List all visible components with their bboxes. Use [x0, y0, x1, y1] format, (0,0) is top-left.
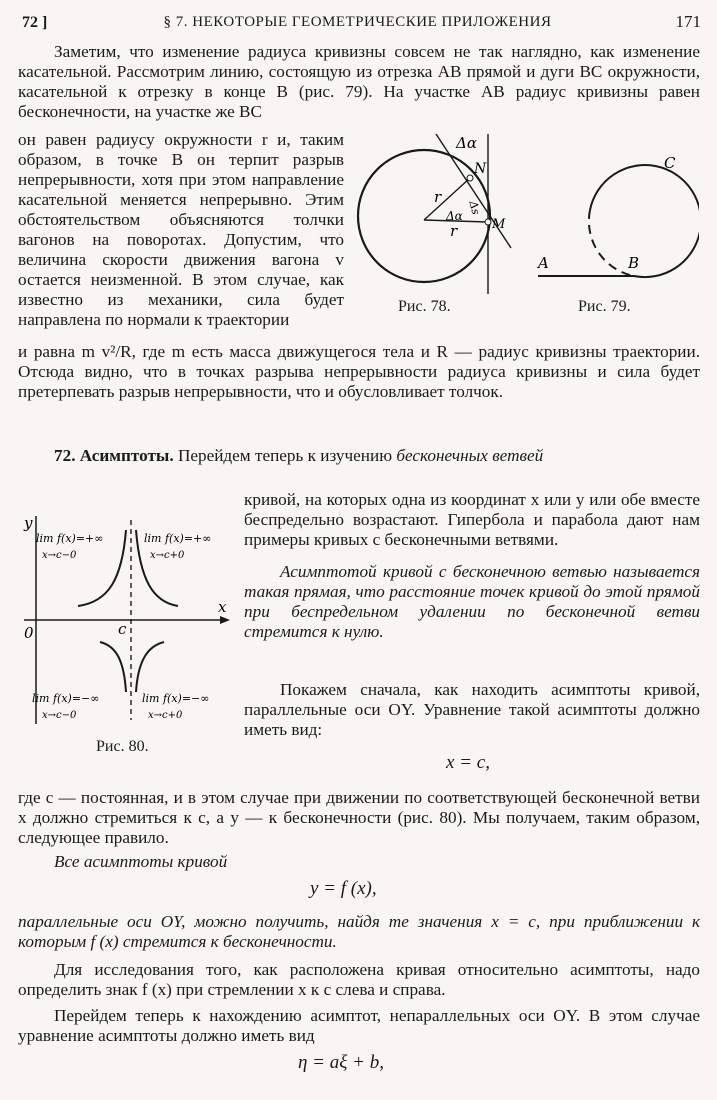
- label-top-left-sub: x→c−0: [42, 550, 77, 561]
- label-inner-angle: Δα: [446, 209, 463, 223]
- label-0: 0: [24, 624, 34, 642]
- label-top-left: lim f(x)=+∞: [36, 532, 104, 545]
- label-c: c: [118, 620, 127, 638]
- paragraph-asymptote-intro: 72. Асимптоты. Перейдем теперь к изучению бесконечных ветвей: [54, 446, 544, 465]
- label-x: x: [218, 598, 227, 616]
- label-A: A: [538, 254, 549, 272]
- label-delta-s: Δs: [466, 199, 483, 217]
- point-M: [485, 219, 491, 225]
- page-number: 171: [675, 12, 701, 31]
- curve-bottom-right: [136, 642, 164, 692]
- figure-79-caption: Рис. 79.: [578, 298, 631, 315]
- figure-80: [18, 510, 238, 735]
- equation-y-fx: y = f (x),: [310, 878, 377, 899]
- label-B: B: [628, 254, 640, 272]
- label-bottom-right-sub: x→c+0: [148, 710, 183, 721]
- section-marker: 72 ]: [22, 14, 48, 31]
- label-M: M: [492, 217, 506, 232]
- figure-78: [346, 128, 516, 298]
- paragraph-curvature-2: он равен радиусу окружности r и, таким образом, в точке B он терпит разрыв непрерывности, хотя при этом направление касательной меняется непрерывно. Этим обстоятельством объясняются толчки вагонов на поворотах. Допустим, что величина скорости движения вагона v остается неизменной. В этом случае, как известно из механики, сила будет направлена по нормали к траектории: [18, 130, 344, 329]
- label-delta-alpha: Δα: [456, 134, 477, 152]
- label-C: C: [664, 154, 676, 172]
- equation-eta: η = aξ + b,: [298, 1052, 384, 1073]
- rule-statement: параллельные оси OY, можно получить, найдя те значения x = c, при приближении к которым f (x) стремится к бесконечности.: [18, 912, 700, 951]
- label-r-upper: r: [434, 188, 442, 206]
- paragraph-vertical-asymptote: Покажем сначала, как находить асимптоты кривой, параллельные оси OY. Уравнение такой асимптоты должно иметь вид:: [244, 680, 700, 739]
- curve-bottom-left: [100, 642, 126, 692]
- paragraph-curvature-3: и равна m v²/R, где m есть масса движущегося тела и R — радиус кривизны траектории. Отсюда видно, что в точках разрыва непрерывности радиуса кривизны и сила будет претерпевать разрыв непрерывности, что и обусловливает толчок.: [18, 342, 700, 401]
- paragraph-sign-analysis: Для исследования того, как расположена кривая относительно асимптоты, надо определить знак f (x) при стремлении x к c слева и справа.: [18, 960, 700, 999]
- running-title: § 7. НЕКОТОРЫЕ ГЕОМЕТРИЧЕСКИЕ ПРИЛОЖЕНИЯ: [163, 14, 552, 30]
- circle-arc: [358, 150, 490, 282]
- label-N: N: [474, 161, 487, 177]
- label-bottom-left-sub: x→c−0: [42, 710, 77, 721]
- figure-80-caption: Рис. 80.: [96, 738, 149, 755]
- figure-79: [534, 150, 699, 290]
- label-y: y: [24, 514, 33, 532]
- paragraph-curvature-1: Заметим, что изменение радиуса кривизны совсем не так наглядно, как изменение касательной. Рассмотрим линию, состоящую из отрезка AB прямой и дуги BC окружности, касательной к отрезку в конце B (рис. 79). На участке AB радиус кривизны равен бесконечности, на участке же BC: [18, 42, 700, 121]
- label-top-right-sub: x→c+0: [150, 550, 185, 561]
- label-r-lower: r: [450, 222, 458, 240]
- section-heading: 72. Асимптоты.: [54, 446, 174, 465]
- label-bottom-right: lim f(x)=−∞: [142, 692, 210, 705]
- paragraph-asymptote-intro-2: кривой, на которых одна из координат x или y или обе вместе беспредельно возрастают. Гипербола и парабола дают нам примеры кривых с бесконечными ветвями.: [244, 490, 700, 549]
- point-N: [467, 175, 473, 181]
- asymptote-definition: Асимптотой кривой с бесконечною ветвью называется такая прямая, что расстояние точек кривой до этой прямой при беспредельном удалении по бесконечной ветви стремится к нулю.: [244, 562, 700, 641]
- paragraph-oblique-asymptote: Перейдем теперь к нахождению асимптот, непараллельных оси OY. В этом случае уравнение асимптоты должно иметь вид: [18, 1006, 700, 1045]
- x-arrow: [220, 616, 230, 624]
- arc-BC: [590, 165, 699, 277]
- page-header: [14, 10, 701, 36]
- rule-intro: Все асимптоты кривой: [54, 852, 228, 871]
- figure-78-caption: Рис. 78.: [398, 298, 451, 315]
- label-top-right: lim f(x)=+∞: [144, 532, 212, 545]
- paragraph-constant-c: где c — постоянная, и в этом случае при движении по соответствующей бесконечной ветви x должно стремиться к c, а y — к бесконечности (рис. 80). Мы получаем, таким образом, следующее правило.: [18, 788, 700, 847]
- equation-x-equals-c: x = c,: [446, 752, 490, 773]
- label-bottom-left: lim f(x)=−∞: [32, 692, 100, 705]
